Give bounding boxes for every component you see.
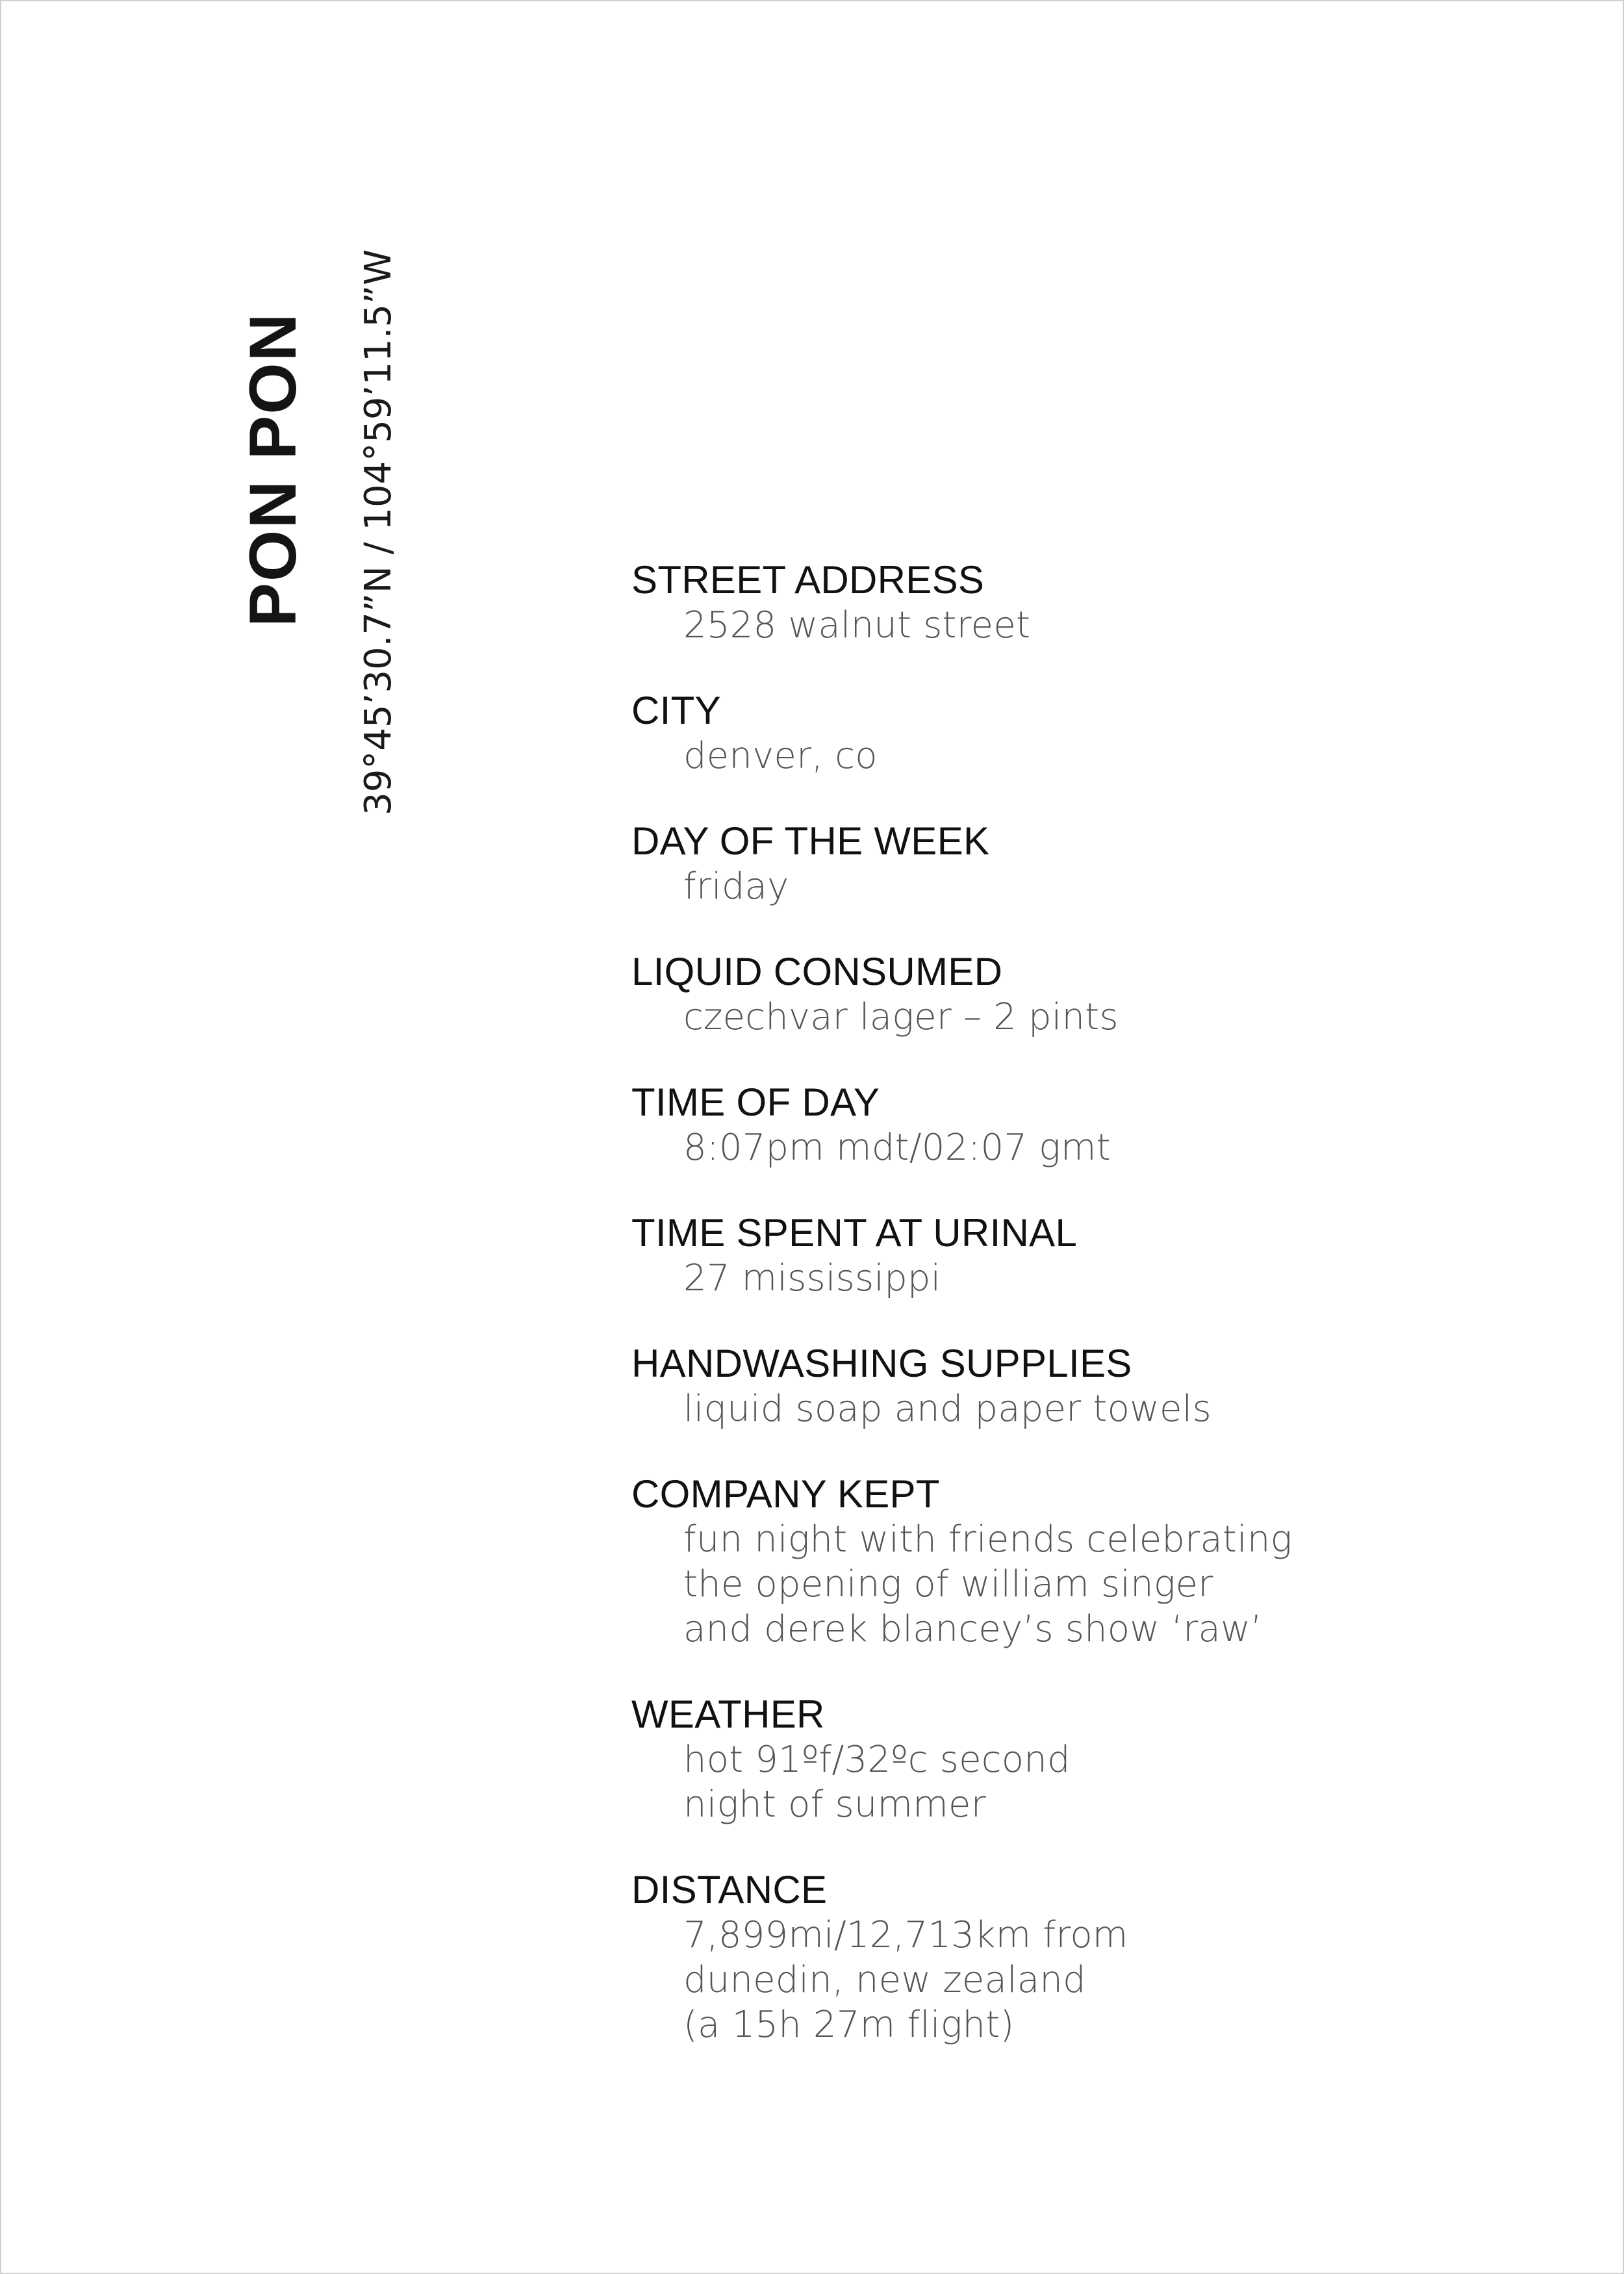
place-title: PON PON [236, 312, 310, 627]
field-value [683, 1125, 1476, 1170]
value-line: and derek blancey’s show ‘raw’ [683, 1608, 1262, 1650]
field-value [683, 734, 1476, 778]
field-value [683, 1737, 1476, 1827]
value-line: hot 91ºf/32ºc second [683, 1739, 1071, 1781]
field-city [631, 688, 1476, 778]
field-value [683, 1913, 1476, 2047]
value-line: dunedin, new zealand [683, 1959, 1086, 2001]
value-line: 7,899mi/12,713km from [683, 1914, 1128, 1956]
field-value [683, 603, 1476, 648]
field-weather [631, 1692, 1476, 1827]
field-value [683, 995, 1476, 1040]
field-label: CITY [631, 689, 721, 732]
field-label: STREET ADDRESS [631, 558, 985, 602]
field-label: HANDWASHING SUPPLIES [631, 1342, 1132, 1385]
value-line: fun night with friends celebrating [683, 1518, 1293, 1561]
field-label: TIME OF DAY [631, 1080, 880, 1124]
value-line: night of summer [683, 1783, 986, 1826]
field-liquid-consumed [631, 949, 1476, 1040]
details-list [631, 557, 1476, 2088]
field-label: DAY OF THE WEEK [631, 819, 990, 863]
field-company-kept [631, 1472, 1476, 1652]
value-line: 27 mississippi [683, 1257, 941, 1299]
field-value [683, 1386, 1476, 1431]
field-value [683, 1517, 1476, 1652]
field-label: COMPANY KEPT [631, 1472, 940, 1516]
value-line: the opening of william singer [683, 1563, 1213, 1605]
value-line: 8:07pm mdt/02:07 gmt [683, 1127, 1111, 1169]
value-line: 2528 walnut street [683, 604, 1031, 646]
value-line: (a 15h 27m flight) [683, 2004, 1015, 2046]
field-time-at-urinal [631, 1210, 1476, 1301]
field-label: TIME SPENT AT URINAL [631, 1211, 1078, 1255]
field-label: DISTANCE [631, 1868, 828, 1911]
field-street-address [631, 557, 1476, 648]
field-label: LIQUID CONSUMED [631, 950, 1003, 993]
field-time-of-day [631, 1080, 1476, 1170]
field-distance [631, 1867, 1476, 2047]
field-value [683, 1256, 1476, 1301]
field-value [683, 864, 1476, 909]
field-day-of-week [631, 819, 1476, 909]
value-line: friday [683, 865, 789, 908]
value-line: liquid soap and paper towels [683, 1388, 1212, 1430]
field-handwashing-supplies [631, 1341, 1476, 1431]
field-label: WEATHER [631, 1693, 825, 1736]
value-line: denver, co [683, 735, 878, 777]
value-line: czechvar lager – 2 pints [683, 996, 1119, 1038]
gps-coordinates: 39°45’30.7”N / 104°59’11.5”W [357, 249, 400, 815]
